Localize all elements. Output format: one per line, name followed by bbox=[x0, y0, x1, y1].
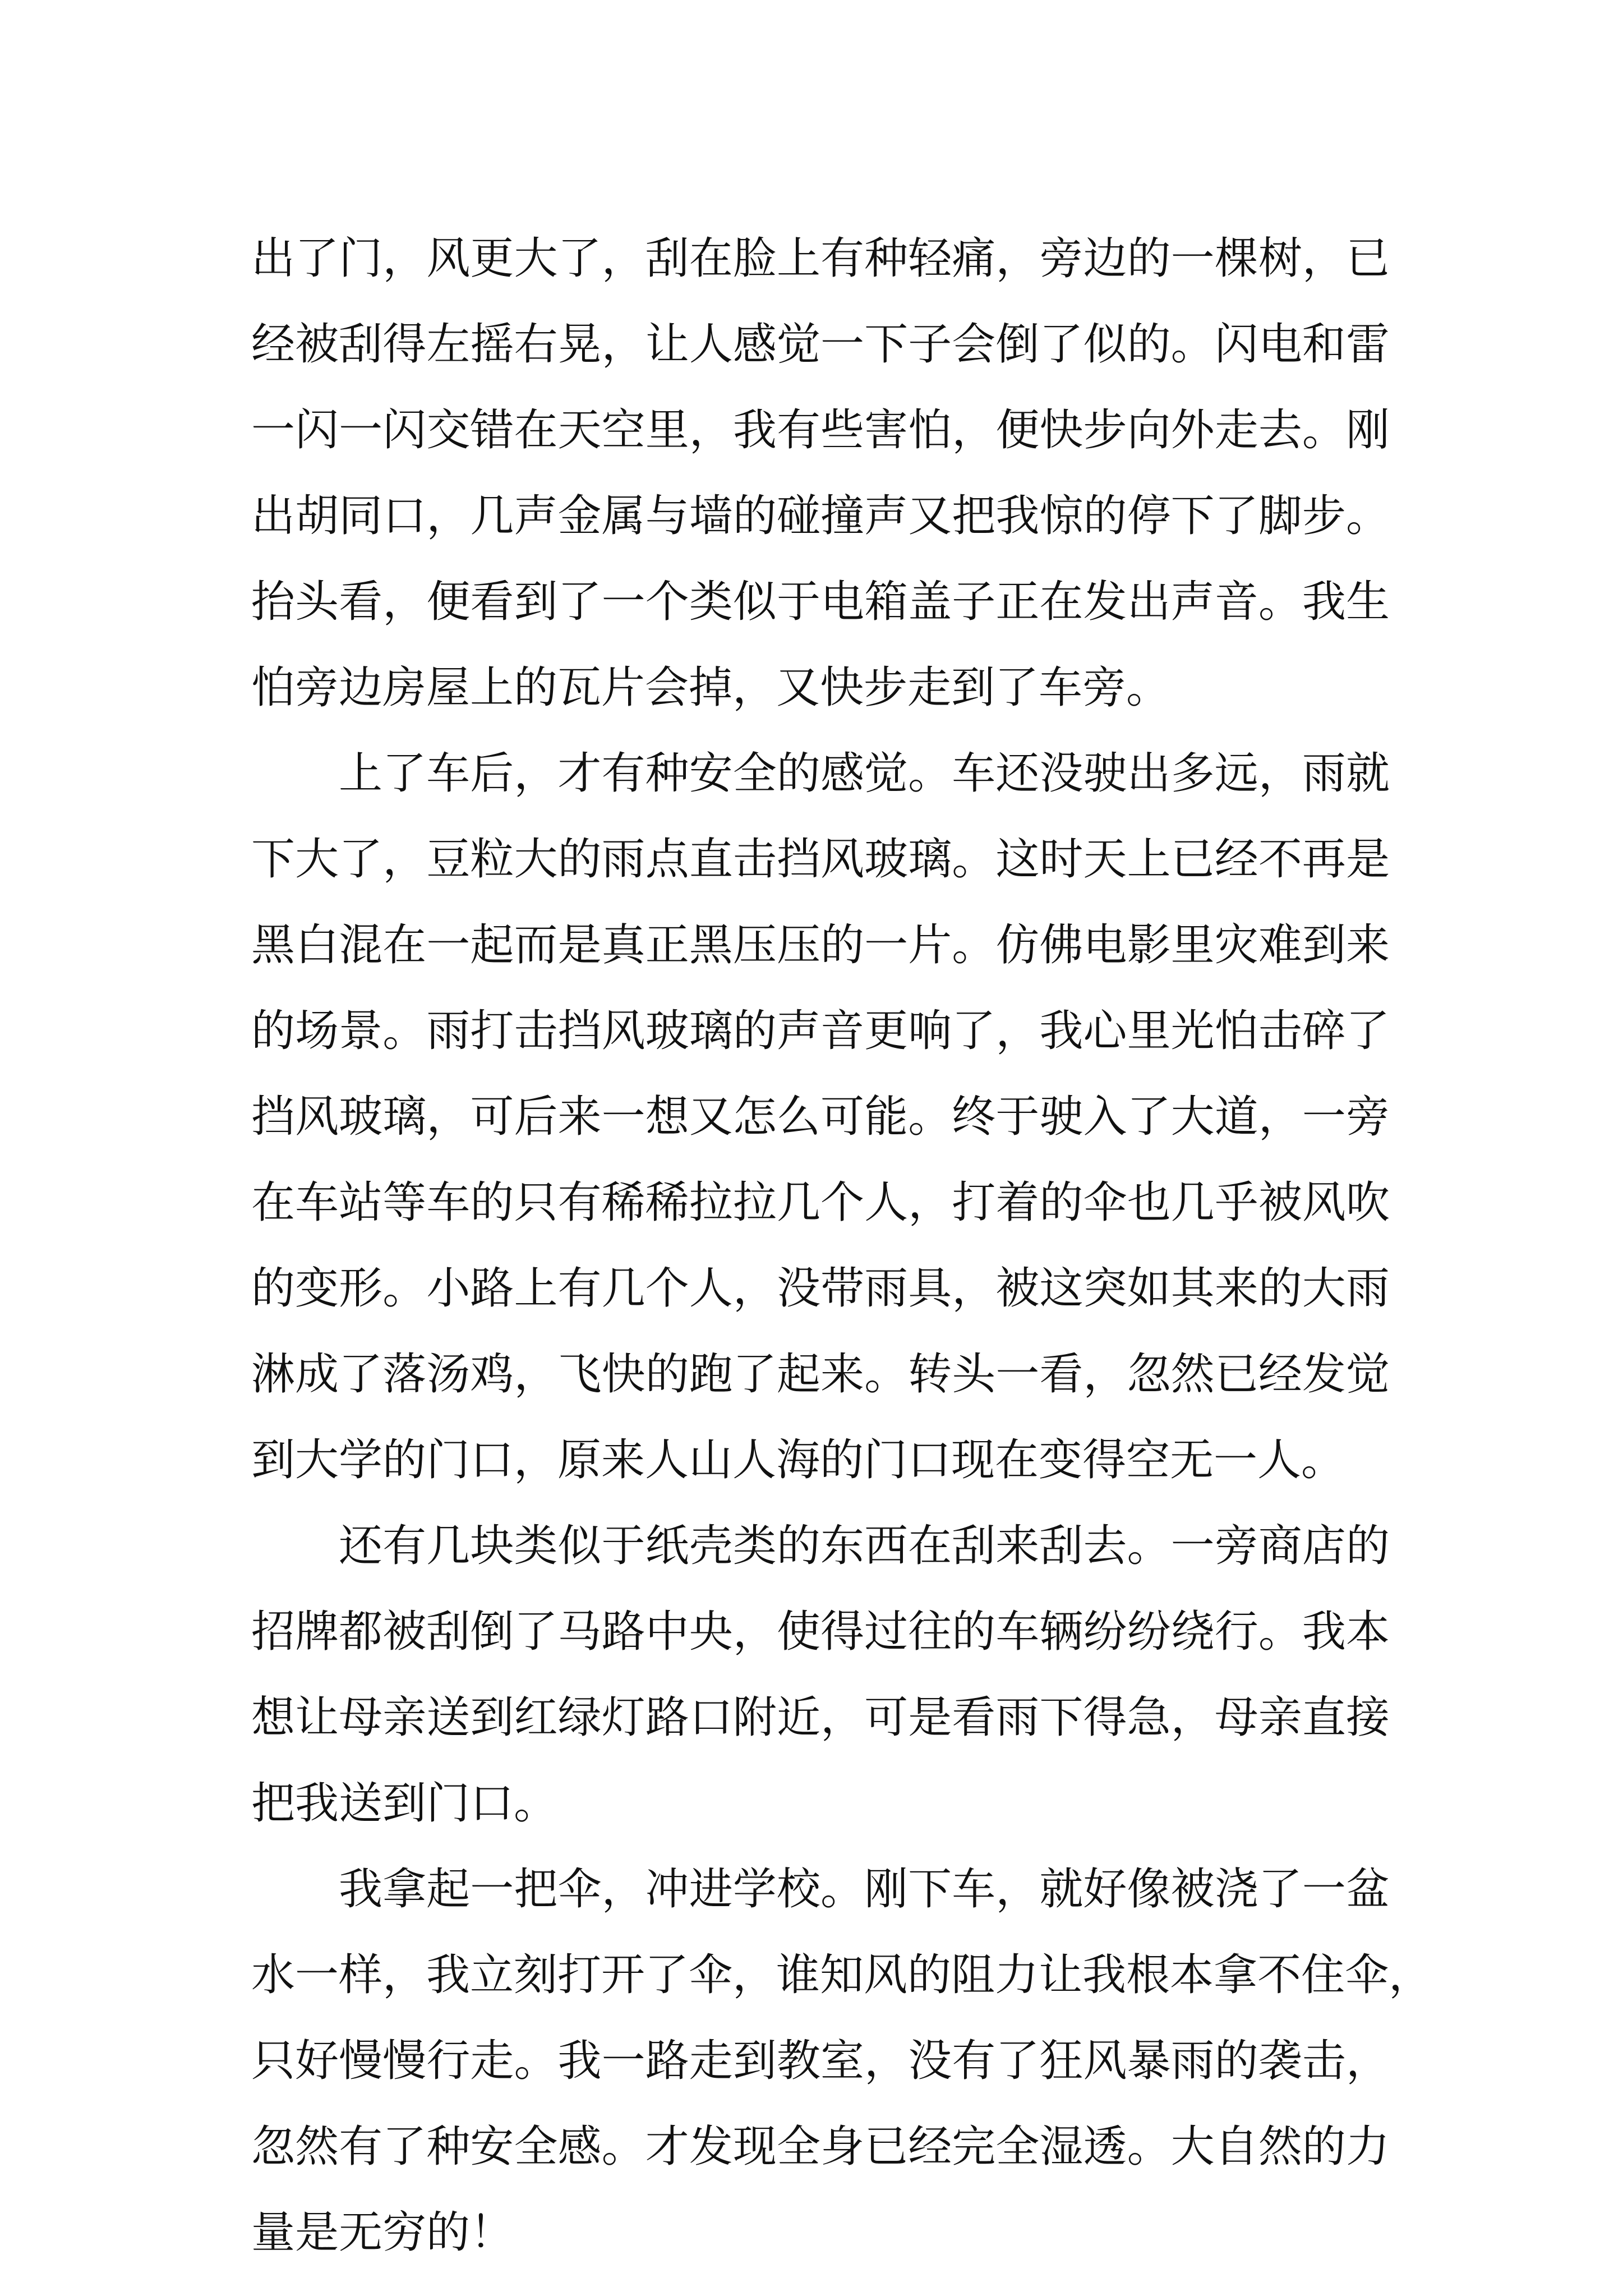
paragraph bbox=[251, 1847, 1433, 2276]
text-line: 把我送到门口。 bbox=[251, 1778, 558, 1829]
text-line: 还有几块类似于纸壳类的东西在刮来刮去。一旁商店的 bbox=[339, 1521, 1390, 1571]
text-line: 上了车后，才有种安全的感觉。车还没驶出多远，雨就 bbox=[339, 748, 1390, 799]
text-line: 挡风玻璃，可后来一想又怎么可能。终于驶入了大道，一旁 bbox=[251, 1092, 1390, 1142]
paragraph bbox=[251, 1503, 1390, 1847]
text-line: 的变形。小路上有几个人，没带雨具，被这突如其来的大雨 bbox=[251, 1263, 1390, 1314]
text-line: 抬头看，便看到了一个类似于电箱盖子正在发出声音。我生 bbox=[251, 577, 1390, 627]
text-line: 量是无穷的！ bbox=[251, 2207, 514, 2258]
text-line: 出胡同口，几声金属与墙的碰撞声又把我惊的停下了脚步。 bbox=[251, 491, 1390, 541]
text-line: 我拿起一把伞，冲进学校。刚下车，就好像被浇了一盆 bbox=[339, 1864, 1390, 1915]
text-line: 一闪一闪交错在天空里，我有些害怕，便快步向外走去。刚 bbox=[251, 405, 1390, 455]
text-line: 忽然有了种安全感。才发现全身已经完全湿透。大自然的力 bbox=[251, 2122, 1390, 2172]
text-line: 黑白混在一起而是真正黑压压的一片。仿佛电影里灾难到来 bbox=[251, 920, 1390, 970]
paragraph bbox=[251, 731, 1390, 1503]
text-line: 到大学的门口，原来人山人海的门口现在变得空无一人。 bbox=[251, 1435, 1345, 1485]
paragraph bbox=[251, 216, 1390, 731]
text-line: 招牌都被刮倒了马路中央，使得过往的车辆纷纷绕行。我本 bbox=[251, 1607, 1390, 1657]
text-line: 下大了，豆粒大的雨点直击挡风玻璃。这时天上已经不再是 bbox=[251, 834, 1390, 885]
text-line: 水一样，我立刻打开了伞，谁知风的阻力让我根本拿不住伞， bbox=[251, 1950, 1433, 2000]
text-line: 在车站等车的只有稀稀拉拉几个人，打着的伞也几乎被风吹 bbox=[251, 1177, 1390, 1228]
text-line: 怕旁边房屋上的瓦片会掉，又快步走到了车旁。 bbox=[251, 662, 1170, 713]
document-body bbox=[251, 216, 1433, 2276]
text-line: 只好慢慢行走。我一路走到教室，没有了狂风暴雨的袭击， bbox=[251, 2036, 1390, 2086]
text-line: 想让母亲送到红绿灯路口附近，可是看雨下得急，母亲直接 bbox=[251, 1692, 1390, 1743]
text-line: 出了门，风更大了，刮在脸上有种轻痛，旁边的一棵树，已 bbox=[251, 233, 1390, 284]
text-line: 淋成了落汤鸡，飞快的跑了起来。转头一看，忽然已经发觉 bbox=[251, 1349, 1390, 1400]
text-line: 经被刮得左摇右晃，让人感觉一下子会倒了似的。闪电和雷 bbox=[251, 319, 1390, 370]
text-line: 的场景。雨打击挡风玻璃的声音更响了，我心里光怕击碎了 bbox=[251, 1006, 1390, 1056]
